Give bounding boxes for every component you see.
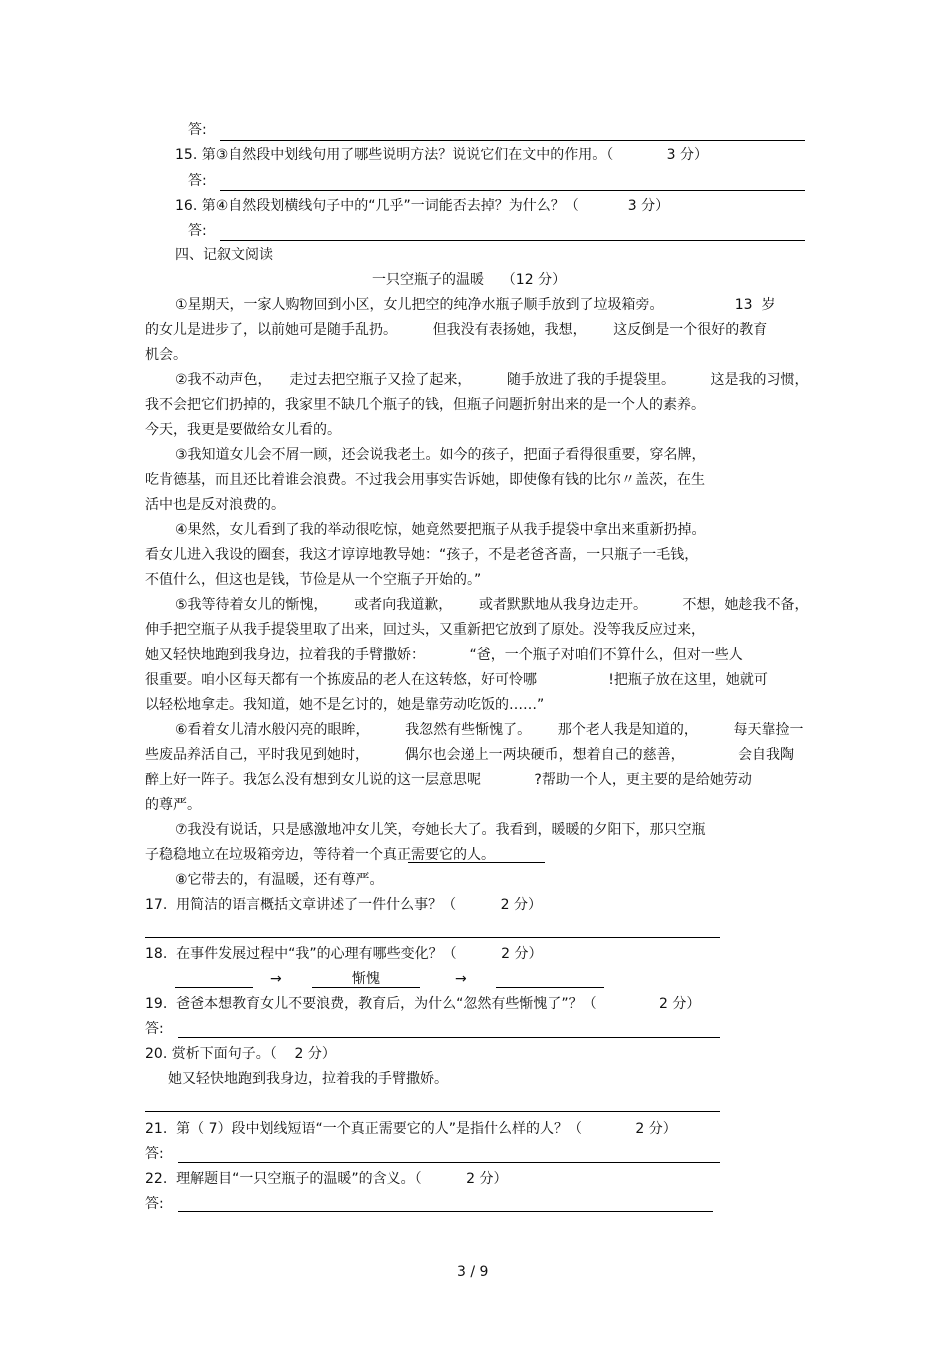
answer-line[interactable] (220, 240, 805, 241)
question-19: 19. 爸爸本想教育女儿不要浪费，教育后，为什么“忽然有些惭愧了”？（ 2 分） (145, 996, 701, 1012)
paragraph-line: 机会。 (145, 347, 187, 363)
paragraph-line: 我不会把它们扔掉的，我家里不缺几个瓶子的钱，但瓶子问题折射出来的是一个人的素养。 (145, 397, 705, 413)
answer-label: 答: (188, 223, 207, 239)
paragraph-line: 吃肯德基，而且还比着谁会浪费。不过我会用事实告诉她，即使像有钱的比尔〃盖茨，在生 (145, 472, 705, 488)
arrow-icon: → (455, 971, 467, 987)
paragraph-line: 看女儿进入我设的圈套，我这才谆谆地教导她：“孩子，不是老爸吝啬，一只瓶子一毛钱， (145, 547, 699, 563)
quoted-sentence: 她又轻快地跑到我身边，拉着我的手臂撒娇。 (168, 1071, 448, 1087)
paragraph-line: ④果然，女儿看到了我的举动很吃惊，她竟然要把瓶子从我手提袋中拿出来重新扔掉。 (175, 522, 706, 538)
answer-label: 答: (188, 173, 207, 189)
question-15: 15. 第③自然段中划线句用了哪些说明方法？说说它们在文中的作用。（ 3 分） (175, 147, 709, 163)
blank-3[interactable] (496, 987, 604, 988)
emotion-label: 惭愧 (352, 971, 380, 987)
question-16: 16. 第④自然段划横线句子中的“几乎”一词能否去掉？为什么？（ 3 分） (175, 198, 670, 214)
section-heading: 四、记叙文阅读 (175, 247, 273, 263)
answer-label: 答: (188, 122, 207, 138)
paragraph-line: ⑥看着女儿清水般闪亮的眼眸， 我忽然有些惭愧了。 那个老人我是知道的， 每天靠捡一 (175, 722, 804, 738)
paragraph-line: 醉上好一阵子。我怎么没有想到女儿说的这一层意思呢 ?帮助一个人，更主要的是给她劳动 (145, 772, 752, 788)
underline-phrase (408, 862, 545, 863)
answer-line[interactable] (178, 1211, 713, 1212)
paragraph-line: ①星期天，一家人购物回到小区，女儿把空的纯净水瓶子顺手放到了垃圾箱旁。 13 岁 (175, 297, 776, 313)
story-title: 一只空瓶子的温暖 （12 分） (372, 272, 567, 288)
paragraph-line: 她又轻快地跑到我身边，拉着我的手臂撒娇： “爸，一个瓶子对咱们不算什么，但对一些人 (145, 647, 743, 663)
blank-1[interactable] (175, 987, 253, 988)
question-18: 18. 在事件发展过程中“我”的心理有哪些变化？（ 2 分） (145, 946, 543, 962)
answer-line[interactable] (220, 140, 805, 141)
paragraph-line: 子稳稳地立在垃圾箱旁边，等待着一个真正需要它的人。 (145, 847, 495, 863)
paragraph-line: 的尊严。 (145, 797, 201, 813)
page-number: 3 / 9 (457, 1264, 489, 1280)
paragraph-line: 今天，我更是要做给女儿看的。 (145, 422, 341, 438)
question-20: 20. 赏析下面句子。（ 2 分） (145, 1046, 336, 1062)
answer-label: 答: (145, 1021, 164, 1037)
paragraph-line: 以轻松地拿走。我知道，她不是乞讨的，她是靠劳动吃饭的……” (145, 697, 545, 713)
arrow-icon: → (270, 971, 282, 987)
answer-label: 答: (145, 1196, 164, 1212)
answer-line[interactable] (220, 190, 805, 191)
answer-line[interactable] (145, 1111, 720, 1112)
paragraph-line: 伸手把空瓶子从我手提袋里取了出来，回过头，又重新把它放到了原处。没等我反应过来， (145, 622, 705, 638)
paragraph-line: 些废品养活自己，平时我见到她时， 偶尔也会递上一两块硬币，想着自己的慈善， 会自我陶 (145, 747, 795, 763)
question-22: 22. 理解题目“一只空瓶子的温暖”的含义。（ 2 分） (145, 1171, 508, 1187)
paragraph-line: ⑧它带去的，有温暖，还有尊严。 (175, 872, 384, 888)
paragraph-line: ③我知道女儿会不屑一顾，还会说我老土。如今的孩子，把面子看得很重要，穿名牌， (175, 447, 706, 463)
paragraph-line: ⑦我没有说话，只是感激地冲女儿笑，夸她长大了。我看到，暖暖的夕阳下，那只空瓶 (175, 822, 706, 838)
answer-line[interactable] (145, 937, 720, 938)
paragraph-line: 不值什么，但这也是钱，节俭是从一个空瓶子开始的。” (145, 572, 482, 588)
question-21: 21. 第（ 7）段中划线短语“一个真正需要它的人”是指什么样的人？（ 2 分） (145, 1121, 677, 1137)
answer-line[interactable] (178, 1162, 720, 1163)
paragraph-line: ⑤我等待着女儿的惭愧， 或者向我道歉， 或者默默地从我身边走开。 不想，她趁我不备， (175, 597, 809, 613)
paragraph-line: 活中也是反对浪费的。 (145, 497, 285, 513)
blank-2[interactable] (312, 987, 420, 988)
answer-label: 答: (145, 1146, 164, 1162)
paragraph-line: 的女儿是进步了，以前她可是随手乱扔。 但我没有表扬她，我想， 这反倒是一个很好的教育 (145, 322, 768, 338)
paragraph-line: ②我不动声色， 走过去把空瓶子又捡了起来， 随手放进了我的手提袋里。 这是我的习惯， (175, 372, 809, 388)
answer-line[interactable] (178, 1037, 720, 1038)
paragraph-line: 很重要。咱小区每天都有一个拣废品的老人在这转悠，好可怜哪 !把瓶子放在这里，她就可 (145, 672, 768, 688)
question-17: 17. 用简洁的语言概括文章讲述了一件什么事？（ 2 分） (145, 897, 543, 913)
